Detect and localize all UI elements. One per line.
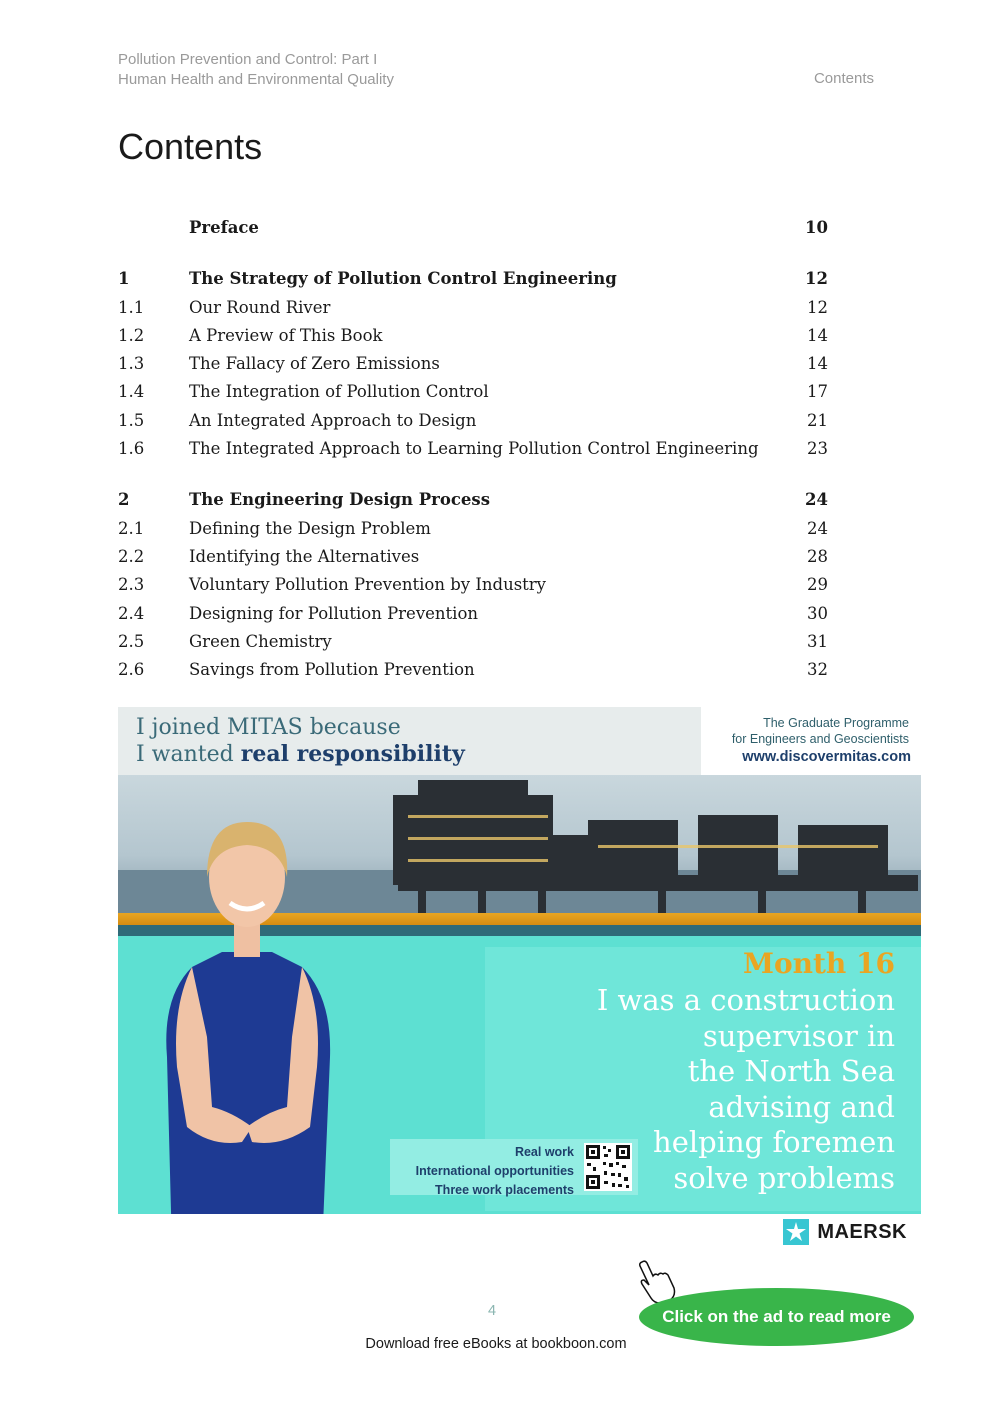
toc-title: An Integrated Approach to Design: [189, 410, 477, 430]
toc-page: 32: [807, 660, 828, 680]
ad-story-line: supervisor in: [702, 1018, 895, 1053]
qr-code-icon[interactable]: [584, 1143, 632, 1191]
toc-page: 24: [807, 518, 828, 538]
toc-number: 2.6: [118, 660, 145, 680]
toc-section-2-1[interactable]: [118, 515, 828, 543]
toc-number: 2.5: [118, 631, 145, 651]
toc-title: Voluntary Pollution Prevention by Industry: [189, 575, 546, 595]
toc-section-1-6[interactable]: [118, 435, 828, 463]
toc-chapter-2[interactable]: [118, 486, 828, 514]
toc-number: 2.1: [118, 518, 145, 538]
toc-page: 23: [807, 439, 828, 459]
ad-month-label: Month 16: [742, 947, 895, 980]
toc-title: A Preview of This Book: [189, 325, 383, 345]
ad-tagline: [136, 715, 465, 768]
toc-title: Designing for Pollution Prevention: [189, 603, 479, 623]
ad-url-link[interactable]: www.discovermitas.com: [742, 749, 911, 765]
toc-section-1-5[interactable]: [118, 407, 828, 435]
mitas-advertisement[interactable]: [118, 707, 921, 1250]
toc-number: 1.4: [118, 382, 145, 402]
toc-page: 10: [805, 218, 828, 237]
toc-page: 28: [807, 546, 828, 566]
toc-title: Defining the Design Problem: [189, 518, 431, 538]
toc-title: Green Chemistry: [189, 631, 332, 651]
maersk-wordmark: MAERSK: [817, 1220, 907, 1243]
ad-tagline-line2: [136, 741, 465, 768]
ad-header-band: [118, 707, 921, 775]
toc-title: The Engineering Design Process: [189, 490, 490, 510]
book-subtitle: Human Health and Environmental Quality: [118, 71, 394, 88]
toc-number: 2: [118, 490, 130, 510]
toc-number: 2.4: [118, 603, 145, 623]
toc-section-1-2[interactable]: [118, 322, 828, 350]
toc-title: Savings from Pollution Prevention: [189, 660, 475, 680]
table-of-contents: [118, 214, 828, 684]
ad-programme-box: [701, 707, 921, 775]
ad-tagline-emphasis: real responsibility: [240, 741, 465, 767]
ad-programme-line2: for Engineers and Geoscientists: [731, 732, 909, 746]
ad-feature-item: Real work: [514, 1145, 574, 1159]
woman-photo: [152, 807, 342, 1250]
toc-section-2-5[interactable]: [118, 628, 828, 656]
ad-story-line: I was a construction: [596, 983, 895, 1017]
ad-story-line: solve problems: [673, 1160, 895, 1195]
toc-number: 1.2: [118, 325, 145, 345]
toc-title: The Integration of Pollution Control: [189, 382, 489, 402]
book-title: Pollution Prevention and Control: Part I: [118, 51, 378, 68]
toc-number: 2.3: [118, 575, 145, 595]
ad-feature-item: Three work placements: [435, 1183, 574, 1197]
toc-title: Identifying the Alternatives: [189, 546, 420, 566]
ad-tagline-line1: I joined MITAS because: [136, 715, 401, 740]
toc-title: The Fallacy of Zero Emissions: [189, 354, 440, 374]
toc-number: 1.1: [118, 297, 145, 317]
maersk-logo: [783, 1219, 907, 1245]
toc-page: 31: [807, 631, 828, 651]
ad-programme-line1: The Graduate Programme: [763, 716, 909, 730]
ad-features-list: [416, 1143, 574, 1200]
ad-features-box: [390, 1139, 638, 1195]
maersk-star-icon: [783, 1219, 809, 1245]
toc-section-2-2[interactable]: [118, 543, 828, 571]
toc-page: 14: [807, 354, 828, 374]
toc-chapter-1[interactable]: [118, 265, 828, 293]
toc-page: 29: [807, 575, 828, 595]
toc-section-2-6[interactable]: [118, 656, 828, 684]
toc-number: 1: [118, 269, 130, 289]
ad-tagline-prefix: I wanted: [136, 742, 241, 767]
toc-section-2-3[interactable]: [118, 571, 828, 599]
toc-title: Preface: [189, 218, 259, 237]
ad-story-line: helping foremen: [653, 1125, 895, 1159]
toc-page: 12: [807, 297, 828, 317]
toc-section-1-3[interactable]: [118, 350, 828, 378]
toc-number: 1.6: [118, 439, 145, 459]
running-section: Contents: [813, 70, 874, 87]
toc-page: 30: [807, 603, 828, 623]
toc-section-1-4[interactable]: [118, 378, 828, 406]
toc-page: 14: [807, 325, 828, 345]
toc-section-2-4[interactable]: [118, 600, 828, 628]
footer-link[interactable]: Download free eBooks at bookboon.com: [365, 1336, 627, 1352]
toc-page: 17: [807, 382, 828, 402]
toc-preface[interactable]: [118, 214, 828, 242]
star-icon: [786, 1222, 806, 1242]
toc-number: 1.3: [118, 354, 145, 374]
toc-page: 12: [805, 269, 828, 289]
running-head: [118, 50, 394, 90]
page-title: Contents: [118, 126, 263, 167]
toc-number: 1.5: [118, 410, 145, 430]
toc-number: 2.2: [118, 546, 145, 566]
page-number: 4: [488, 1303, 497, 1319]
toc-title: The Integrated Approach to Learning Pollution Control Engineering: [189, 439, 759, 459]
toc-title: The Strategy of Pollution Control Engineering: [189, 269, 617, 289]
toc-page: 24: [805, 490, 828, 510]
toc-title: Our Round River: [189, 297, 331, 317]
toc-section-1-1[interactable]: [118, 294, 828, 322]
ad-feature-item: International opportunities: [415, 1164, 574, 1178]
cta-label: Click on the ad to read more: [662, 1307, 891, 1326]
toc-page: 21: [807, 410, 828, 430]
person-icon: [152, 807, 342, 1250]
ad-story-line: advising and: [708, 1089, 895, 1124]
ad-programme-text: [732, 715, 909, 747]
ad-story-line: the North Sea: [687, 1054, 895, 1088]
